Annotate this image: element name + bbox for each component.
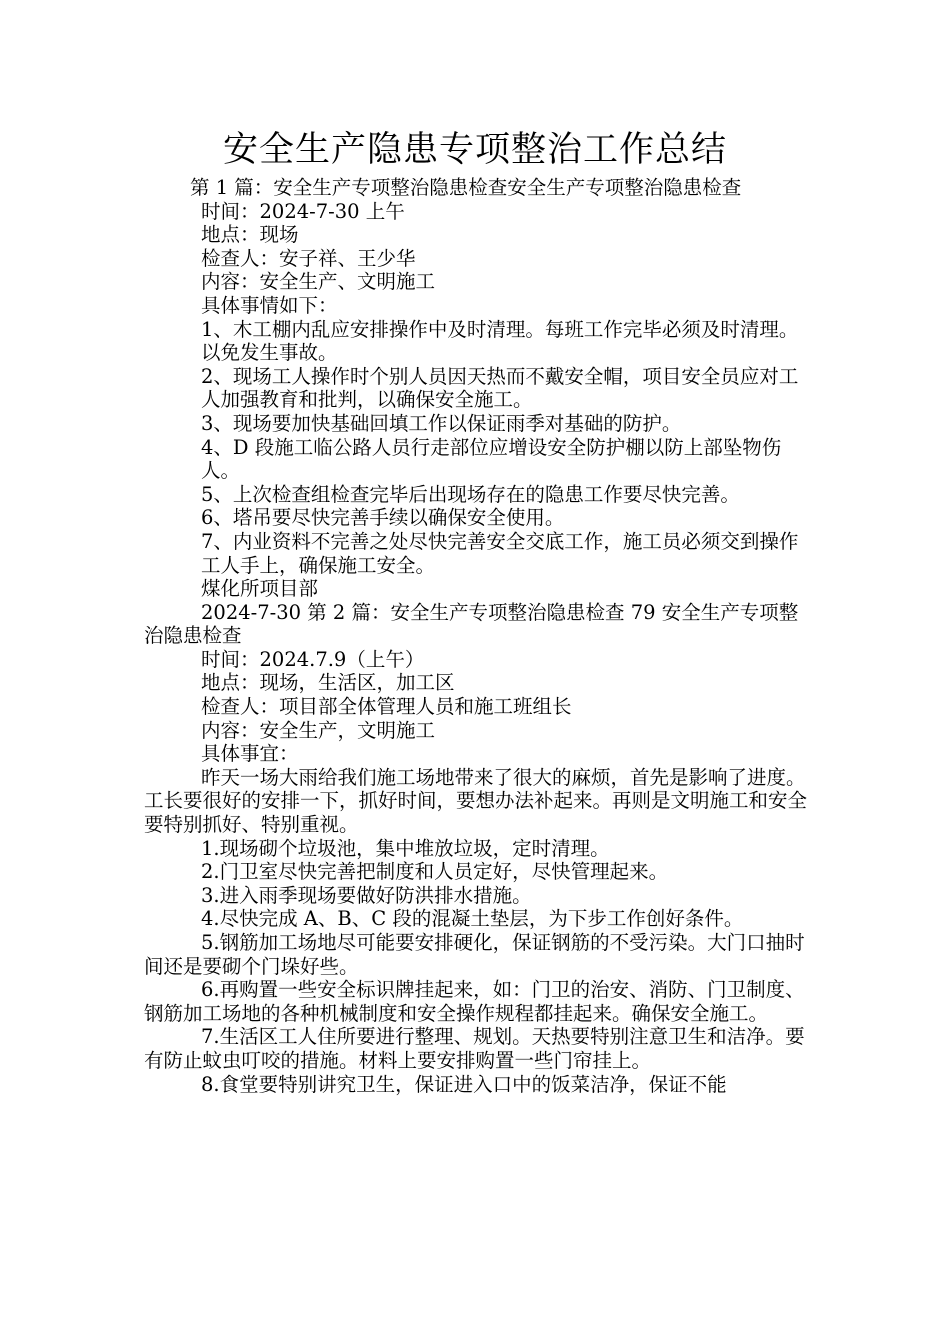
inspection-2-item: 4.尽快完成 A、B、C 段的混凝土垫层，为下步工作创好条件。 <box>201 907 744 931</box>
inspection-1-item: 3、现场要加快基础回填工作以保证雨季对基础的防护。 <box>201 411 682 435</box>
inspection-2-item: 8.食堂要特别讲究卫生，保证进入口中的饭菜洁净，保证不能 <box>201 1072 727 1096</box>
inspection-2-item: 7.生活区工人住所要进行整理、规划。天热要特别注意卫生和洁净。要有防止蚊虫叮咬的措施。材料上要安排购置一些门帘挂上。 <box>144 1025 805 1072</box>
inspection-1-inspectors: 检查人：安子祥、王少华 <box>201 246 416 270</box>
document-title: 安全生产隐患专项整治工作总结 <box>222 130 727 170</box>
inspection-2-intro: 昨天一场大雨给我们施工场地带来了很大的麻烦，首先是影响了进度。工长要很好的安排一下，抓好时间，要想办法补起来。再则是文明施工和安全要特别抓好、特别重视。 <box>144 765 808 837</box>
inspection-2-content: 内容：安全生产，文明施工 <box>201 718 436 742</box>
inspection-1-time: 时间：2024-7-30 上午 <box>201 199 405 223</box>
inspection-2-inspectors: 检查人：项目部全体管理人员和施工班组长 <box>201 695 572 719</box>
inspection-1-location: 地点：现场 <box>201 223 299 247</box>
inspection-1-item: 1、木工棚内乱应安排操作中及时清理。每班工作完毕必须及时清理。以免发生事故。 <box>201 317 799 365</box>
inspection-1-item: 5、上次检查组检查完毕后出现场存在的隐患工作要尽快完善。 <box>201 482 740 506</box>
inspection-1-item: 4、D 段施工临公路人员行走部位应增设安全防护棚以防上部坠物伤人。 <box>201 435 782 483</box>
inspection-1-content: 内容：安全生产、文明施工 <box>201 270 436 294</box>
inspection-2-item: 1.现场砌个垃圾池，集中堆放垃圾，定时清理。 <box>201 836 610 860</box>
part-1-heading: 第 1 篇：安全生产专项整治隐患检查安全生产专项整治隐患检查 <box>190 176 742 199</box>
inspection-2-item: 5.钢筋加工场地尽可能要安排硬化，保证钢筋的不受污染。大门口抽时间还是要砌个门垛好些。 <box>144 931 805 978</box>
inspection-1-signature: 煤化所项目部 <box>201 577 319 601</box>
inspection-1-details-label: 具体事情如下： <box>201 293 338 317</box>
inspection-2-time: 时间：2024.7.9（上午） <box>201 647 425 671</box>
inspection-2-location: 地点：现场，生活区，加工区 <box>201 671 455 695</box>
inspection-2-details-label: 具体事宜： <box>201 742 299 766</box>
inspection-1-item: 2、现场工人操作时个别人员因天热而不戴安全帽，项目安全员应对工人加强教育和批判，以确保安全施工。 <box>201 364 799 412</box>
inspection-1-item: 7、内业资料不完善之处尽快完善安全交底工作，施工员必须交到操作工人手上，确保施工安全。 <box>201 529 799 577</box>
document-body <box>144 176 814 1096</box>
inspection-2-item: 3.进入雨季现场要做好防洪排水措施。 <box>201 883 532 907</box>
inspection-2-item: 6.再购置一些安全标识牌挂起来，如：门卫的治安、消防、门卫制度、钢筋加工场地的各种机械制度和安全操作规程都挂起来。确保安全施工。 <box>144 978 805 1025</box>
inspection-1-item: 6、塔吊要尽快完善手续以确保安全使用。 <box>201 506 565 530</box>
part-2-heading: 2024-7-30 第 2 篇：安全生产专项整治隐患检查 79 安全生产专项整治隐患检查 <box>144 600 799 648</box>
inspection-2-item: 2.门卫室尽快完善把制度和人员定好，尽快管理起来。 <box>201 860 669 884</box>
